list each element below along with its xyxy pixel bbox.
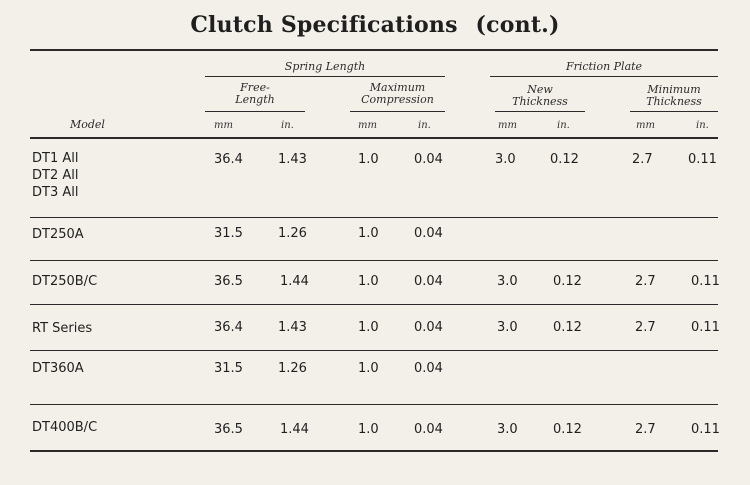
row-5-free-in: 1.26 (278, 361, 307, 376)
free-length-rule (205, 111, 305, 112)
row-4-comp-mm: 1.0 (358, 320, 379, 335)
page-title (0, 12, 750, 38)
row-rule-1 (30, 217, 718, 218)
row-4-new-mm: 3.0 (497, 320, 518, 335)
row-3-model: DT250B/C (32, 274, 98, 289)
unit-comp-mm: mm (358, 120, 377, 131)
row-rule-4 (30, 350, 718, 351)
row-5-free-mm: 31.5 (214, 361, 243, 376)
row-4-min-in: 0.11 (691, 320, 720, 335)
row-3-new-mm: 3.0 (497, 274, 518, 289)
row-5-comp-mm: 1.0 (358, 361, 379, 376)
row-1-min-in: 0.11 (688, 152, 717, 167)
title-main: Clutch Specifications (190, 12, 458, 38)
row-rule-2 (30, 260, 718, 261)
row-6-new-mm: 3.0 (497, 422, 518, 437)
row-rule-3 (30, 304, 718, 305)
title-suffix: (cont.) (475, 12, 560, 38)
row-1-model: DT1 All DT2 All DT3 All (32, 151, 79, 200)
top-rule (30, 49, 718, 51)
header-bottom-rule (30, 137, 718, 139)
min-thickness-rule (630, 111, 718, 112)
row-2-free-mm: 31.5 (214, 226, 243, 241)
friction-plate-header: Friction Plate (565, 60, 643, 73)
row-6-free-in: 1.44 (280, 422, 309, 437)
row-5-comp-in: 0.04 (414, 361, 443, 376)
row-4-min-mm: 2.7 (635, 320, 656, 335)
row-6-new-in: 0.12 (553, 422, 582, 437)
bottom-rule (30, 450, 718, 452)
unit-new-mm: mm (498, 120, 517, 131)
row-4-free-in: 1.43 (278, 320, 307, 335)
unit-comp-in: in. (418, 120, 431, 131)
row-1-free-in: 1.43 (278, 152, 307, 167)
max-compression-header: Maximum Compression (361, 81, 434, 106)
row-1-min-mm: 2.7 (632, 152, 653, 167)
row-3-comp-in: 0.04 (414, 274, 443, 289)
row-1-new-mm: 3.0 (495, 152, 516, 167)
row-2-free-in: 1.26 (278, 226, 307, 241)
row-6-free-mm: 36.5 (214, 422, 243, 437)
friction-plate-rule (490, 76, 718, 77)
row-2-comp-in: 0.04 (414, 226, 443, 241)
row-3-free-in: 1.44 (280, 274, 309, 289)
unit-min-mm: mm (636, 120, 655, 131)
model-header: Model (70, 118, 105, 131)
row-rule-5 (30, 404, 718, 405)
row-3-min-mm: 2.7 (635, 274, 656, 289)
unit-min-in: in. (696, 120, 709, 131)
row-4-new-in: 0.12 (553, 320, 582, 335)
row-4-model: RT Series (32, 321, 93, 336)
free-length-header: Free- Length (235, 81, 275, 106)
unit-free-mm: mm (214, 120, 233, 131)
row-6-comp-in: 0.04 (414, 422, 443, 437)
min-thickness-header: Minimum Thickness (646, 83, 702, 108)
row-6-min-in: 0.11 (691, 422, 720, 437)
row-4-free-mm: 36.4 (214, 320, 243, 335)
new-thickness-rule (495, 111, 585, 112)
max-compression-rule (350, 111, 445, 112)
row-6-model: DT400B/C (32, 420, 98, 435)
row-4-comp-in: 0.04 (414, 320, 443, 335)
row-3-min-in: 0.11 (691, 274, 720, 289)
row-3-comp-mm: 1.0 (358, 274, 379, 289)
row-6-comp-mm: 1.0 (358, 422, 379, 437)
new-thickness-header: New Thickness (512, 83, 568, 108)
row-1-comp-mm: 1.0 (358, 152, 379, 167)
row-2-comp-mm: 1.0 (358, 226, 379, 241)
spring-length-rule (205, 76, 445, 77)
row-3-free-mm: 36.5 (214, 274, 243, 289)
row-5-model: DT360A (32, 361, 84, 376)
row-2-model: DT250A (32, 227, 84, 242)
unit-new-in: in. (557, 120, 570, 131)
row-6-min-mm: 2.7 (635, 422, 656, 437)
spring-length-header: Spring Length (284, 60, 366, 73)
row-1-free-mm: 36.4 (214, 152, 243, 167)
row-1-new-in: 0.12 (550, 152, 579, 167)
unit-free-in: in. (281, 120, 294, 131)
row-1-comp-in: 0.04 (414, 152, 443, 167)
row-3-new-in: 0.12 (553, 274, 582, 289)
